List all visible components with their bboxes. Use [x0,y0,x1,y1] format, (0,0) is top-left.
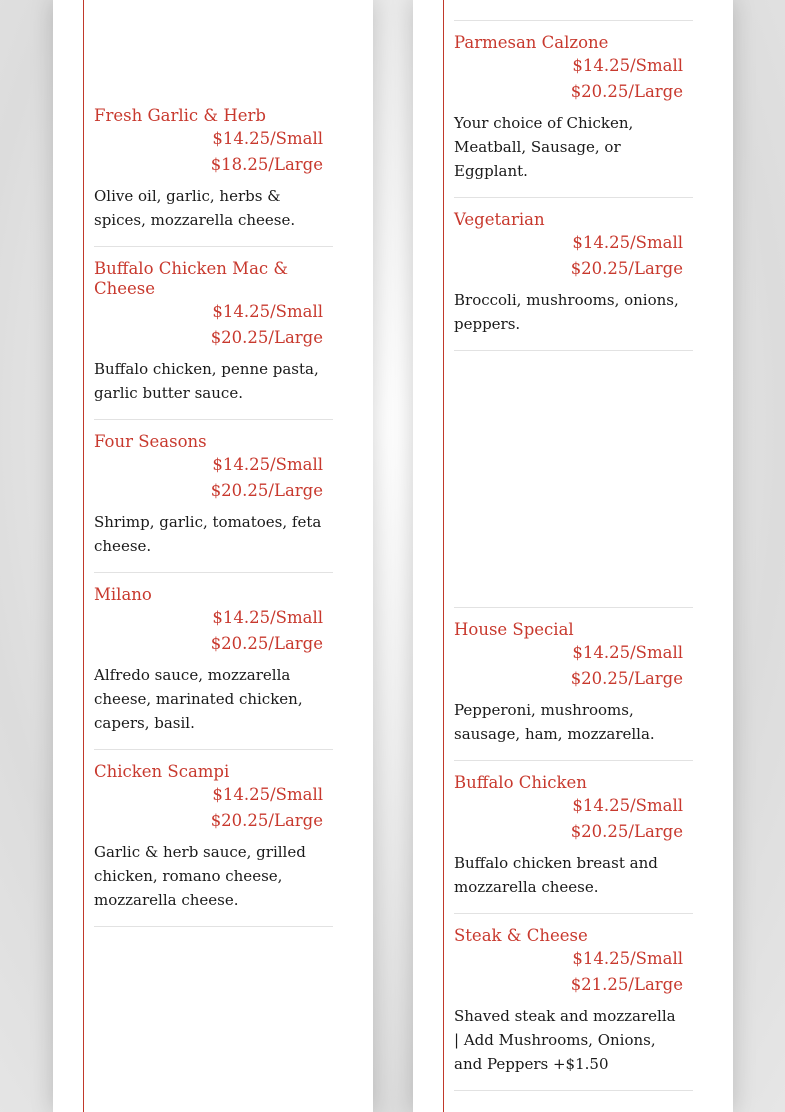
empty-slot [454,351,693,608]
item-name: House Special [454,620,574,639]
item-name: Chicken Scampi [94,762,230,781]
price-large: $20.25/Large [570,82,683,101]
price-small: $14.25/Small [212,455,323,474]
price-large: $20.25/Large [210,481,323,500]
price-large: $20.25/Large [210,634,323,653]
item-description: Broccoli, mushrooms, onions, peppers. [454,291,679,333]
price-small: $14.25/Small [212,785,323,804]
item-description: Buffalo chicken, penne pasta, garlic butter sauce. [94,360,319,402]
item-description: Pepperoni, mushrooms, sausage, ham, mozzarella. [454,701,655,743]
price-large: $20.25/Large [570,822,683,841]
item-name: Buffalo Chicken [454,773,587,792]
price-large: $21.25/Large [570,975,683,994]
menu-item [94,420,333,573]
price-large: $18.25/Large [210,155,323,174]
price-large: $20.25/Large [570,669,683,688]
item-description: Shrimp, garlic, tomatoes, feta cheese. [94,513,322,555]
item-prices [454,793,693,845]
item-name: Steak & Cheese [454,926,588,945]
item-prices [94,782,333,834]
menu-item [94,750,333,927]
price-large: $20.25/Large [570,259,683,278]
menu-column-right [413,0,733,1112]
item-description: Your choice of Chicken, Meatball, Sausage, or Eggplant. [454,114,634,180]
item-prices [94,126,333,178]
item-name: Vegetarian [454,210,545,229]
item-description: Shaved steak and mozzarella | Add Mushrooms, Onions, and Peppers +$1.50 [454,1007,676,1073]
item-prices [94,452,333,504]
price-small: $14.25/Small [572,796,683,815]
item-prices [454,230,693,282]
price-small: $14.25/Small [572,949,683,968]
price-small: $14.25/Small [212,302,323,321]
price-small: $14.25/Small [572,643,683,662]
menu-item [94,94,333,247]
item-name: Buffalo Chicken Mac & Cheese [94,259,289,298]
price-small: $14.25/Small [212,608,323,627]
item-prices [94,299,333,351]
menu-item [454,761,693,914]
item-description: Garlic & herb sauce, grilled chicken, romano cheese, mozzarella cheese. [94,843,306,909]
item-prices [454,53,693,105]
item-description: Alfredo sauce, mozzarella cheese, marinated chicken, capers, basil. [94,666,303,732]
menu-column-left [53,0,373,1112]
item-name: Fresh Garlic & Herb [94,106,266,125]
menu-item [454,608,693,761]
menu-item [454,198,693,351]
item-name: Milano [94,585,152,604]
menu-item [94,573,333,750]
price-small: $14.25/Small [572,233,683,252]
item-description: Buffalo chicken breast and mozzarella cheese. [454,854,658,896]
price-small: $14.25/Small [212,129,323,148]
price-large: $20.25/Large [210,811,323,830]
menu-item [454,21,693,198]
item-name: Parmesan Calzone [454,33,609,52]
item-prices [454,640,693,692]
item-prices [454,946,693,998]
item-prices [94,605,333,657]
price-large: $20.25/Large [210,328,323,347]
item-name: Four Seasons [94,432,207,451]
menu-item [454,914,693,1091]
menu-item [94,247,333,420]
item-description: Olive oil, garlic, herbs & spices, mozzarella cheese. [94,187,296,229]
price-small: $14.25/Small [572,56,683,75]
menu-list-left [94,94,333,927]
menu-list-right [454,20,693,1091]
